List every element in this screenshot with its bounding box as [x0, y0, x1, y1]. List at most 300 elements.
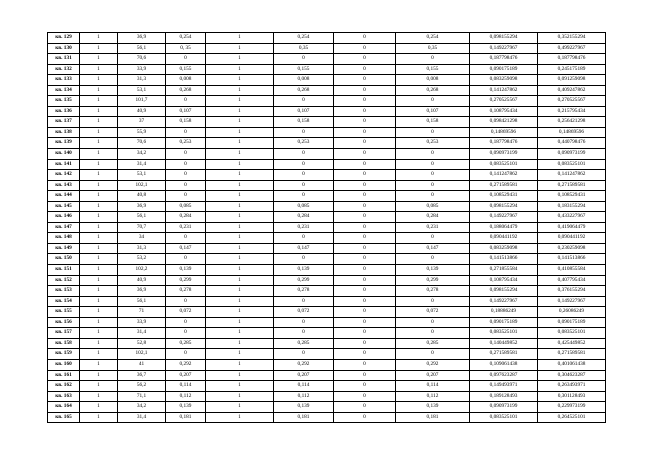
table-cell: 0	[274, 254, 334, 265]
table-row	[48, 349, 606, 360]
table-cell: 0,26086249	[538, 307, 606, 318]
table-cell: 1	[206, 127, 274, 138]
table-cell: 1	[206, 149, 274, 160]
table-cell: 1	[206, 201, 274, 212]
table-cell: 0,090441192	[538, 233, 606, 244]
table-cell: 0,108529431	[470, 191, 538, 202]
table-cell: 0	[334, 191, 396, 202]
table-cell: 1	[80, 191, 118, 202]
table-cell: 1	[206, 349, 274, 360]
table-cell: 1	[206, 138, 274, 149]
table-cell: 1	[206, 307, 274, 318]
table-cell: 0	[396, 296, 470, 307]
table-cell: 53,1	[118, 170, 166, 181]
row-label-cell: кв. 136	[48, 106, 80, 117]
table-cell: 1	[206, 286, 274, 297]
table-cell: 0,14869596	[470, 127, 538, 138]
table-cell: 1	[206, 170, 274, 181]
table-cell: 40,8	[118, 191, 166, 202]
table-row	[48, 402, 606, 413]
table-cell: 101,7	[118, 96, 166, 107]
table-cell: 0,108529431	[538, 191, 606, 202]
table-cell: 1	[206, 296, 274, 307]
table-cell: 1	[206, 402, 274, 413]
table-cell: 0	[396, 127, 470, 138]
row-label-cell: кв. 161	[48, 370, 80, 381]
table-cell: 34	[118, 233, 166, 244]
table-cell: 0,141247862	[470, 85, 538, 96]
table-cell: 0	[334, 33, 396, 44]
table-cell: 1	[80, 180, 118, 191]
table-cell: 0,114	[396, 381, 470, 392]
table-cell: 0	[274, 159, 334, 170]
table-cell: 0,499227967	[538, 43, 606, 54]
row-label-cell: кв. 133	[48, 75, 80, 86]
table-cell: 0,149493971	[470, 381, 538, 392]
table-cell: 1	[206, 117, 274, 128]
table-cell: 1	[80, 275, 118, 286]
table-cell: 0,107	[396, 106, 470, 117]
table-cell: 0	[166, 349, 206, 360]
table-cell: 1	[80, 127, 118, 138]
table-cell: 1	[80, 370, 118, 381]
table-cell: 1	[206, 43, 274, 54]
row-label-cell: кв. 153	[48, 286, 80, 297]
row-label-cell: кв. 139	[48, 138, 80, 149]
table-cell: 33,9	[118, 317, 166, 328]
table-cell: 0	[166, 317, 206, 328]
table-row	[48, 96, 606, 107]
table-cell: 0,149227967	[470, 296, 538, 307]
table-cell: 0,090175189	[470, 317, 538, 328]
table-cell: 0,229973199	[538, 402, 606, 413]
table-cell: 1	[206, 265, 274, 276]
table-cell: 0,083525101	[538, 159, 606, 170]
table-cell: 0,112	[396, 391, 470, 402]
table-cell: 0	[166, 296, 206, 307]
table-cell: 0	[334, 75, 396, 86]
table-cell: 0,107	[274, 106, 334, 117]
table-cell: 1	[206, 254, 274, 265]
table-cell: 1	[206, 64, 274, 75]
table-cell: 0	[166, 328, 206, 339]
table-cell: 53,2	[118, 254, 166, 265]
table-cell: 1	[80, 54, 118, 65]
table-cell: 1	[206, 191, 274, 202]
table-cell: 1	[206, 106, 274, 117]
table-cell: 53,1	[118, 85, 166, 96]
table-cell: 0	[166, 180, 206, 191]
table-cell: 1	[80, 75, 118, 86]
table-cell: 0,230259098	[538, 243, 606, 254]
table-cell: 1	[80, 159, 118, 170]
table-cell: 1	[206, 328, 274, 339]
table-cell: 0,254	[274, 33, 334, 44]
table-cell: 0,207	[274, 370, 334, 381]
table-cell: 36,9	[118, 286, 166, 297]
table-cell: 0,270525567	[538, 96, 606, 107]
table-cell: 1	[206, 243, 274, 254]
table-cell: 0,271855584	[470, 265, 538, 276]
table-cell: 0,141513866	[538, 254, 606, 265]
table-cell: 0,112	[166, 391, 206, 402]
table-cell: 0,14869596	[538, 127, 606, 138]
table-row	[48, 286, 606, 297]
table-row	[48, 265, 606, 276]
table-cell: 0,108795434	[470, 106, 538, 117]
table-cell: 56,1	[118, 43, 166, 54]
table-cell: 0,419064479	[538, 222, 606, 233]
table-cell: 0,072	[274, 307, 334, 318]
table-cell: 0,141247862	[470, 170, 538, 181]
table-cell: 71,1	[118, 391, 166, 402]
row-label-cell: кв. 141	[48, 159, 80, 170]
table-cell: 1	[80, 222, 118, 233]
table-cell: 1	[206, 159, 274, 170]
table-body	[48, 33, 606, 423]
table-cell: 1	[206, 317, 274, 328]
table-cell: 1	[80, 117, 118, 128]
table-row	[48, 338, 606, 349]
apartment-charges-table	[47, 32, 606, 423]
table-cell: 0,083259098	[470, 75, 538, 86]
table-cell: 34,2	[118, 149, 166, 160]
table-cell: 0,149227967	[538, 296, 606, 307]
table-cell: 41	[118, 359, 166, 370]
table-cell: 0	[274, 170, 334, 181]
table-cell: 55,9	[118, 127, 166, 138]
table-cell: 36,7	[118, 370, 166, 381]
table-row	[48, 381, 606, 392]
table-cell: 1	[80, 328, 118, 339]
table-cell: 0,083525101	[470, 328, 538, 339]
table-cell: 0	[334, 85, 396, 96]
table-cell: 0	[274, 349, 334, 360]
table-row	[48, 412, 606, 423]
table-cell: 0	[334, 402, 396, 413]
table-cell: 0,285	[396, 338, 470, 349]
table-cell: 0	[166, 127, 206, 138]
table-cell: 0,299	[166, 275, 206, 286]
table-cell: 0	[334, 317, 396, 328]
table-cell: 0	[274, 127, 334, 138]
table-cell: 0,091259098	[538, 75, 606, 86]
table-cell: 0	[334, 138, 396, 149]
table-cell: 0,187798476	[470, 138, 538, 149]
table-cell: 56,1	[118, 296, 166, 307]
table-cell: 0,268	[166, 85, 206, 96]
table-row	[48, 127, 606, 138]
table-cell: 102,1	[118, 349, 166, 360]
row-label-cell: кв. 134	[48, 85, 80, 96]
table-cell: 0,278	[396, 286, 470, 297]
table-cell: 0	[274, 328, 334, 339]
row-label-cell: кв. 145	[48, 201, 80, 212]
table-cell: 52,8	[118, 338, 166, 349]
table-cell: 0	[334, 359, 396, 370]
table-cell: 1	[206, 381, 274, 392]
table-cell: 0,149227967	[470, 43, 538, 54]
table-cell: 71	[118, 307, 166, 318]
table-cell: 0,292	[396, 359, 470, 370]
table-cell: 0	[334, 307, 396, 318]
table-cell: 56,1	[118, 212, 166, 223]
table-cell: 0	[334, 212, 396, 223]
table-cell: 0,090973199	[538, 149, 606, 160]
row-label-cell: кв. 143	[48, 180, 80, 191]
table-cell: 0,271589581	[538, 180, 606, 191]
table-cell: 1	[206, 54, 274, 65]
table-cell: 1	[206, 96, 274, 107]
table-cell: 0,098155294	[470, 33, 538, 44]
table-cell: 1	[80, 243, 118, 254]
table-cell: 0,090973199	[470, 149, 538, 160]
table-cell: 56,2	[118, 381, 166, 392]
table-cell: 1	[80, 254, 118, 265]
table-cell: 0,008	[166, 75, 206, 86]
table-cell: 0,292	[166, 359, 206, 370]
row-label-cell: кв. 151	[48, 265, 80, 276]
table-cell: 0,270525567	[470, 96, 538, 107]
table-cell: 0	[274, 317, 334, 328]
table-cell: 0	[274, 54, 334, 65]
table-cell: 1	[80, 338, 118, 349]
table-cell: 0	[334, 286, 396, 297]
table-cell: 0,253	[274, 138, 334, 149]
table-cell: 0	[274, 180, 334, 191]
table-row	[48, 64, 606, 75]
row-label-cell: кв. 140	[48, 149, 80, 160]
table-cell: 0,410855584	[538, 265, 606, 276]
table-cell: 0,139	[274, 402, 334, 413]
table-cell: 0	[334, 381, 396, 392]
table-cell: 1	[80, 349, 118, 360]
table-cell: 0,155	[166, 64, 206, 75]
table-cell: 0,141247862	[538, 170, 606, 181]
table-cell: 0,155	[274, 64, 334, 75]
table-cell: 0	[334, 391, 396, 402]
table-cell: 0	[396, 96, 470, 107]
table-cell: 0	[334, 106, 396, 117]
table-cell: 0,083525101	[470, 159, 538, 170]
table-cell: 1	[80, 317, 118, 328]
table-row	[48, 201, 606, 212]
table-cell: 0,292	[274, 359, 334, 370]
table-cell: 33,9	[118, 64, 166, 75]
table-cell: 0,090441192	[470, 233, 538, 244]
table-row	[48, 391, 606, 402]
row-label-cell: кв. 147	[48, 222, 80, 233]
table-cell: 1	[80, 33, 118, 44]
table-cell: 0,299	[396, 275, 470, 286]
table-cell: 0,187798476	[538, 54, 606, 65]
table-cell: 0,278	[166, 286, 206, 297]
table-cell: 0	[274, 96, 334, 107]
table-cell: 1	[206, 275, 274, 286]
table-cell: 1	[80, 138, 118, 149]
table-cell: 0	[334, 64, 396, 75]
row-label-cell: кв. 164	[48, 402, 80, 413]
row-label-cell: кв. 149	[48, 243, 80, 254]
table-cell: 0,268	[274, 85, 334, 96]
table-row	[48, 275, 606, 286]
table-cell: 1	[206, 33, 274, 44]
table-cell: 0,083525101	[470, 412, 538, 423]
table-cell: 0,231	[166, 222, 206, 233]
table-row	[48, 328, 606, 339]
table-cell: 1	[80, 96, 118, 107]
table-cell: 0,072	[166, 307, 206, 318]
row-label-cell: кв. 156	[48, 317, 80, 328]
table-cell: 0,268	[396, 85, 470, 96]
table-cell: 31,3	[118, 75, 166, 86]
row-label-cell: кв. 138	[48, 127, 80, 138]
row-label-cell: кв. 163	[48, 391, 80, 402]
table-cell: 31,3	[118, 243, 166, 254]
table-cell: 0,409247862	[538, 85, 606, 96]
table-cell: 0,114	[166, 381, 206, 392]
table-row	[48, 159, 606, 170]
table-cell: 1	[80, 106, 118, 117]
table-cell: 0,271589581	[538, 349, 606, 360]
table-cell: 0	[166, 54, 206, 65]
table-row	[48, 180, 606, 191]
table-cell: 0,231	[396, 222, 470, 233]
row-label-cell: кв. 165	[48, 412, 80, 423]
row-label-cell: кв. 162	[48, 381, 80, 392]
table-cell: 0,207	[396, 370, 470, 381]
table-cell: 0,090175189	[538, 317, 606, 328]
row-label-cell: кв. 155	[48, 307, 80, 318]
table-cell: 0, 35	[166, 43, 206, 54]
table-row	[48, 233, 606, 244]
table-cell: 1	[80, 412, 118, 423]
table-cell: 0	[334, 170, 396, 181]
table-cell: 1	[80, 201, 118, 212]
table-cell: 40,9	[118, 106, 166, 117]
table-cell: 40,9	[118, 275, 166, 286]
table-cell: 0,284	[166, 212, 206, 223]
table-row	[48, 317, 606, 328]
table-cell: 31,4	[118, 412, 166, 423]
table-cell: 0,352155294	[538, 33, 606, 44]
table-cell: 0,085	[396, 201, 470, 212]
table-cell: 0,188064479	[470, 222, 538, 233]
table-cell: 1	[80, 286, 118, 297]
table-cell: 0	[274, 296, 334, 307]
table-cell: 70,7	[118, 222, 166, 233]
row-label-cell: кв. 148	[48, 233, 80, 244]
row-label-cell: кв. 130	[48, 43, 80, 54]
table-cell: 1	[206, 370, 274, 381]
table-cell: 0	[396, 180, 470, 191]
table-cell: 0	[334, 222, 396, 233]
table-cell: 0	[334, 412, 396, 423]
row-label-cell: кв. 142	[48, 170, 80, 181]
table-cell: 0	[334, 159, 396, 170]
table-cell: 0,072	[396, 307, 470, 318]
table-row	[48, 138, 606, 149]
table-row	[48, 212, 606, 223]
row-label-cell: кв. 135	[48, 96, 80, 107]
table-cell: 0,183155294	[538, 201, 606, 212]
table-cell: 0,083525101	[538, 328, 606, 339]
table-cell: 0	[274, 191, 334, 202]
table-cell: 0,098155294	[470, 286, 538, 297]
table-cell: 0	[396, 254, 470, 265]
table-cell: 37	[118, 117, 166, 128]
table-cell: 1	[80, 149, 118, 160]
table-row	[48, 254, 606, 265]
table-cell: 0,215795434	[538, 106, 606, 117]
table-cell: 1	[206, 212, 274, 223]
table-cell: 0	[334, 180, 396, 191]
table-cell: 0,114	[274, 381, 334, 392]
table-cell: 0,085	[274, 201, 334, 212]
table-cell: 0,433227967	[538, 212, 606, 223]
table-cell: 0	[334, 349, 396, 360]
data-table-container	[47, 32, 603, 423]
table-cell: 36,9	[118, 33, 166, 44]
table-cell: 0	[396, 170, 470, 181]
table-cell: 102,2	[118, 265, 166, 276]
table-cell: 0,147	[274, 243, 334, 254]
table-cell: 0,254	[396, 33, 470, 44]
table-cell: 0,264525101	[538, 412, 606, 423]
table-cell: 0,304623287	[538, 370, 606, 381]
table-row	[48, 54, 606, 65]
table-cell: 0,284	[396, 212, 470, 223]
table-cell: 0	[396, 349, 470, 360]
table-row	[48, 149, 606, 160]
table-cell: 0,083259098	[470, 243, 538, 254]
table-cell: 0,112	[274, 391, 334, 402]
row-label-cell: кв. 158	[48, 338, 80, 349]
row-label-cell: кв. 129	[48, 33, 80, 44]
table-cell: 0,407795434	[538, 275, 606, 286]
row-label-cell: кв. 132	[48, 64, 80, 75]
table-cell: 31,4	[118, 159, 166, 170]
table-row	[48, 33, 606, 44]
table-cell: 1	[80, 391, 118, 402]
table-row	[48, 359, 606, 370]
table-cell: 34,2	[118, 402, 166, 413]
table-cell: 0	[334, 117, 396, 128]
table-cell: 0,285	[166, 338, 206, 349]
table-cell: 0,181	[396, 412, 470, 423]
table-cell: 1	[206, 338, 274, 349]
table-cell: 0,376155294	[538, 286, 606, 297]
table-cell: 0	[274, 149, 334, 160]
table-cell: 0	[166, 149, 206, 160]
table-cell: 0,271589581	[470, 180, 538, 191]
row-label-cell: кв. 154	[48, 296, 80, 307]
table-cell: 0,085	[166, 201, 206, 212]
table-cell: 0,401061438	[538, 359, 606, 370]
table-cell: 0,139	[396, 402, 470, 413]
table-cell: 0	[334, 149, 396, 160]
table-cell: 0	[166, 96, 206, 107]
table-cell: 0,139	[396, 265, 470, 276]
table-cell: 0,189128493	[470, 391, 538, 402]
table-row	[48, 243, 606, 254]
table-cell: 0	[334, 127, 396, 138]
table-cell: 0	[334, 43, 396, 54]
table-cell: 0	[396, 149, 470, 160]
table-row	[48, 106, 606, 117]
table-cell: 0,141513866	[470, 254, 538, 265]
table-cell: 1	[206, 75, 274, 86]
